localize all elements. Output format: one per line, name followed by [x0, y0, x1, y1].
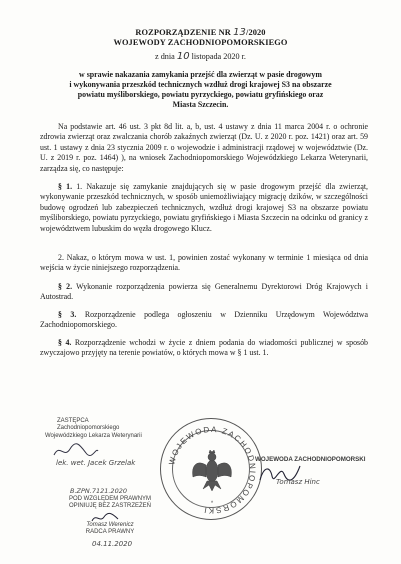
- section-3: [40, 310, 368, 331]
- regulation-title: ROZPORZĄDZENIE NR 13/2020: [135, 27, 266, 38]
- section-4: [40, 338, 368, 359]
- subject-line-3: powiatu myśliborskiego, powiatu pyrzyckiego, powiatu gryfińskiego oraz: [77, 90, 324, 99]
- preamble: Na podstawie art. 46 ust. 3 pkt 8d lit. a, b, ust. 4 ustawy z dnia 11 marca 2004 r. o ochronie zdrowia zwierząt oraz zwalczania chorób zakaźnych zwierząt (Dz. U. z 2020 r. poz. 1421) oraz art. 59 ust. 1 ustawy z dnia 23 stycznia 2009 r. o wojewodzie i administracji rządowej w województwie (Dz. U. z 2019 r. poz. 1464) ), na wniosek Zachodniopomorskiego Wojewódzkiego Lekarza Weterynarii, zarządza się, co następuje:: [40, 122, 368, 173]
- legal-opinion-stamp: POD WZGLĘDEM PRAWNYM OPINIUJĘ BEZ ZASTRZEŻEŃ: [68, 496, 152, 510]
- authority-name: WOJEWODY ZACHODNIOPOMORSKIEGO: [113, 38, 288, 47]
- section-2: [40, 282, 368, 303]
- section-4-text: Rozporządzenie wchodzi w życie z dniem podania do wiadomości publicznej w sposób zwyczajowo przyjęty na terenie powiatów, o których mowa w § 1 ust. 1.: [40, 338, 369, 358]
- deputy-signature-scribble: [52, 441, 100, 461]
- svg-text:WOJEWODA ZACHODNIOPOMORSKI: WOJEWODA ZACHODNIOPOMORSKI: [167, 424, 258, 516]
- section-1-label: § 1.: [58, 182, 73, 191]
- subject-line-2: i wykonywania przeszkód technicznych wzdłuż drogi krajowej S3 na obszarze: [69, 80, 332, 89]
- section-2-label: § 2.: [58, 282, 73, 291]
- section-1-paragraph-2: 2. Nakaz, o którym mowa w ust. 1, powinien zostać wykonany w terminie 1 miesiąca od dnia wejścia w życie niniejszego rozporządzenia.: [40, 253, 368, 273]
- section-1: [40, 182, 368, 234]
- eagle-emblem-icon: [161, 419, 263, 521]
- section-2-text: Wykonanie rozporządzenia powierza się Generalnemu Dyrektorowi Dróg Krajowych i Autostrad.: [40, 282, 368, 302]
- voivode-name: Tomasz Hinc: [276, 478, 320, 486]
- deputy-signature-name: lek. wet. Jacek Grzelak: [56, 459, 136, 467]
- section-1-text: 1. Nakazuje się zamykanie znajdujących się w pasie drogowym przejść dla zwierząt, wykonywanie przeszkód technicznych, w sposób uniemożliwiający migrację dzików, w szczególności budowę ogrodzeń lub zabezpieczeń technicznych, wzdłuż drogi krajowej S3 na obszarze powiatu myśliborskiego, powiatu pyrzyckiego, powiatu gryfińskiego i Miasta Szczecin na odcinku od granicy z województwem lubuskim do węzła drogowego Klucz.: [40, 182, 368, 233]
- svg-text:*: *: [210, 501, 214, 507]
- document-date: z dnia 10 listopada 2020 r.: [155, 51, 246, 62]
- legal-date-handwritten: 04.11.2020: [92, 540, 133, 548]
- legal-advisor: Tomasz Werenicz RADCA PRAWNY: [85, 522, 135, 536]
- subject-line-1: w sprawie nakazania zamykania przejść dla zwierząt w pasie drogowym: [79, 70, 322, 79]
- subject-line-4: Miasta Szczecin.: [172, 100, 229, 109]
- official-round-seal: [160, 418, 262, 520]
- section-3-label: § 3.: [58, 310, 77, 319]
- handwritten-day: 10: [176, 51, 190, 62]
- voivode-stamp-title: WOJEWODA ZACHODNIOPOMORSKI: [255, 456, 366, 463]
- legal-ref-handwritten: B.ZPN.7121.2020: [70, 487, 127, 495]
- deputy-vet-stamp: ZASTĘPCA Zachodniopomorskiego Wojewódzkiego Lekarza Weterynarii: [45, 418, 142, 439]
- section-3-text: Rozporządzenie podlega ogłoszeniu w Dzienniku Urzędowym Województwa Zachodniopomorskiego.: [40, 310, 368, 330]
- handwritten-number: 13: [233, 27, 247, 38]
- section-4-label: § 4.: [58, 338, 72, 347]
